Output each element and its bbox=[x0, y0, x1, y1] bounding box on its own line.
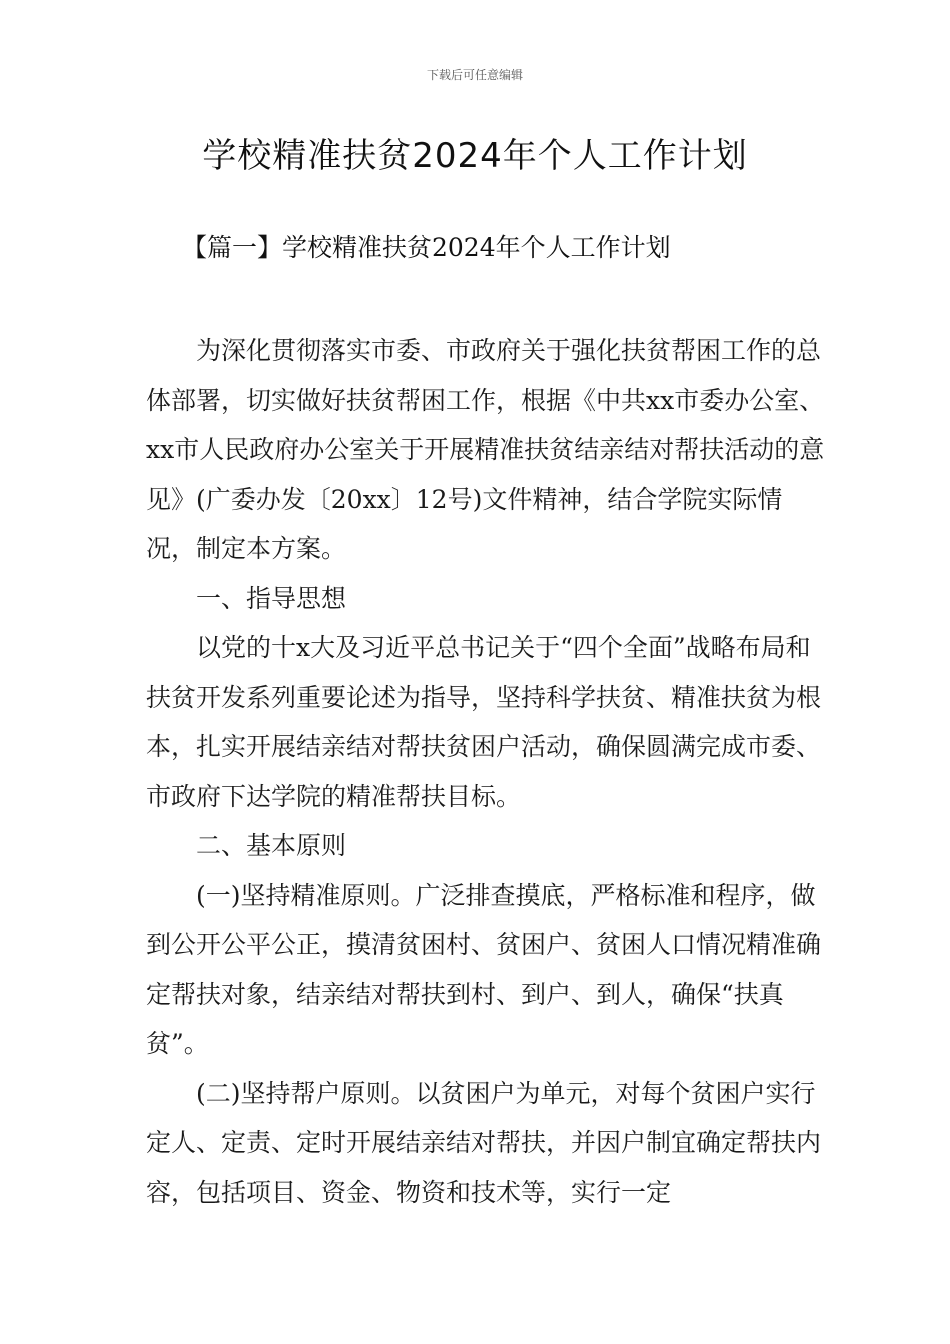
header-note: 下载后可任意编辑 bbox=[426, 68, 523, 82]
paragraph-principle-precision: (一)坚持精准原则。广泛排查摸底，严格标准和程序，做到公开公平公正，摸清贫困村、贫困户、贫困人口情况精准确定帮扶对象，结亲结对帮扶到村、到户、到人，确保“扶真贫”。 bbox=[146, 880, 822, 1058]
paragraph-guiding-ideology: 以党的十x大及习近平总书记关于“四个全面”战略布局和扶贫开发系列重要论述为指导，坚持科学扶贫、精准扶贫为根本，扎实开展结亲结对帮扶贫困户活动，确保圆满完成市委、市政府下达学院的精准帮扶目标。 bbox=[146, 633, 822, 811]
paragraph-principle-household: (二)坚持帮户原则。以贫困户为单元，对每个贫困户实行定人、定责、定时开展结亲结对帮扶，并因户制宜确定帮扶内容，包括项目、资金、物资和技术等，实行一定 bbox=[146, 1078, 822, 1207]
heading-basic-principles: 二、基本原则 bbox=[196, 831, 347, 860]
heading-guiding-ideology: 一、指导思想 bbox=[196, 583, 347, 613]
paragraph-intro: 为深化贯彻落实市委、市政府关于强化扶贫帮困工作的总体部署，切实做好扶贫帮困工作，根据《中共xx市委办公室、xx市人民政府办公室关于开展精准扶贫结亲结对帮扶活动的意见》(广委办发〔20xx〕12号)文件精神，结合学院实际情况，制定本方案。 bbox=[146, 336, 825, 563]
section-title: 【篇一】学校精准扶贫2024年个人工作计划 bbox=[182, 233, 671, 262]
page-title: 学校精准扶贫2024年个人工作计划 bbox=[202, 136, 748, 176]
document-body bbox=[146, 326, 826, 1217]
